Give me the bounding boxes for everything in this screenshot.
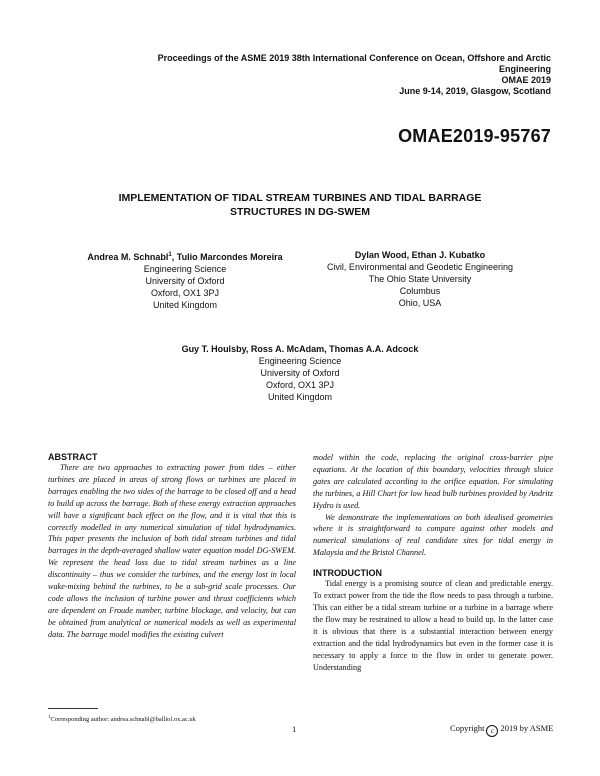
footnote-rule [48, 708, 98, 709]
affiliation-line: Columbus [399, 286, 441, 296]
conference-line: Engineering [498, 64, 551, 74]
author-names: Guy T. Houlsby, Ross A. McAdam, Thomas A.A. Adcock [181, 344, 419, 354]
abstract-paragraph-2: We demonstrate the implementations on both idealised geometries where it is straightforward to compare against other models and numerical simulations of real candidate sites for tidal energy in Malaysia and the Bristol Channel. [313, 512, 553, 558]
footnote-mark: 1 [48, 715, 51, 720]
paper-title [60, 191, 540, 219]
footnote [48, 715, 196, 723]
introduction-paragraph: Tidal energy is a promising source of clean and predictable energy. To extract power from the tide the flow needs to pass through a turbine. This can either be a tidal stream turbine or a turbine in a barrage where the flow may be restrained to allow a head to build up. In the latter case it is obvious that there is a substantial interaction between energy extraction and the tidal hydrodynamics but even in the former case it is necessary to apply a force to the flow in order to generate power. Understanding [313, 579, 553, 672]
abstract-paragraph-continued: model within the code, replacing the original cross-barrier pipe equations. At the location of this boundary, velocities through sluice gates are calculated according to the orifice equation. For simulating the turbines, a Hill Chart for low head bulb turbines provided by Andritz Hydro is used. [313, 453, 553, 510]
affiliation-line: The Ohio State University [368, 274, 472, 284]
affiliation-line: United Kingdom [267, 392, 333, 402]
affiliation-line: Oxford, OX1 3PJ [265, 380, 335, 390]
affiliation-line: Civil, Environmental and Geodetic Engineering [326, 262, 514, 272]
author-block-2 [300, 249, 540, 309]
affiliation-line: Oxford, OX1 3PJ [150, 288, 220, 298]
conference-line: June 9-14, 2019, Glasgow, Scotland [399, 86, 551, 96]
author-block-3 [150, 343, 450, 403]
affiliation-line: Ohio, USA [398, 298, 442, 308]
paper-id: OMAE2019-95767 [398, 126, 551, 146]
footnote-text: Corresponding author: andrea.schnabl@balliol.ox.ac.uk [50, 716, 196, 724]
affiliation-line: University of Oxford [145, 276, 225, 286]
copyright-notice [450, 723, 553, 737]
conference-line: Proceedings of the ASME 2019 38th International Conference on Ocean, Offshore and Arctic [157, 53, 551, 63]
conference-line: OMAE 2019 [501, 75, 551, 85]
copyright-suffix: 2019 by ASME [500, 723, 554, 733]
author-name-rest: , Tulio Marcondes Moreira [171, 252, 283, 262]
author-names [70, 249, 300, 263]
footnote-mark: 1 [168, 252, 172, 258]
author-name: Andrea M. Schnabl [87, 252, 169, 262]
copyright-icon: c [486, 725, 498, 737]
abstract-paragraph: There are two approaches to extracting power from tides – either turbines are placed in areas of strong flows or turbines are placed in barrages enabling the two sides of the barrage to be closed off and a head to build up across the barrage. Both of these energy extraction approaches will have a significant back effect on the flow, and it is vital that this is correctly modelled in any numerical simulation of tidal hydrodynamics. This paper presents the inclusion of both tidal stream turbines and tidal barrages in the depth-averaged shallow water equation model DG-SWEM. We represent the head loss due to tidal stream turbines as a line discontinuity – thus we consider the turbines, and the energy lost in local wake-mixing behind the turbines, to be a sub-grid scale processes. Our code allows the inclusion of turbine power and thrust coefficients which are dependent on Froude number, turbine blockage, and velocity, but can be obtained from analytical or numerical models as well as experimental data. The barrage model modifies the existing culvert [48, 463, 296, 639]
abstract-heading: ABSTRACT [48, 452, 98, 462]
page-number: 1 [292, 724, 297, 734]
conference-header [111, 53, 551, 97]
affiliation-line: Engineering Science [258, 356, 342, 366]
author-names: Dylan Wood, Ethan J. Kubatko [354, 250, 486, 260]
introduction-heading: INTRODUCTION [313, 568, 382, 579]
affiliation-line: University of Oxford [260, 368, 340, 378]
title-line: IMPLEMENTATION OF TIDAL STREAM TURBINES AND TIDAL BARRAGE [118, 192, 482, 204]
title-line: STRUCTURES IN DG-SWEM [230, 206, 370, 218]
left-column [48, 452, 296, 641]
copyright-prefix: Copyright [450, 723, 485, 733]
author-block-1 [70, 249, 300, 311]
right-column [313, 452, 553, 673]
affiliation-line: Engineering Science [143, 264, 227, 274]
affiliation-line: United Kingdom [152, 300, 218, 310]
